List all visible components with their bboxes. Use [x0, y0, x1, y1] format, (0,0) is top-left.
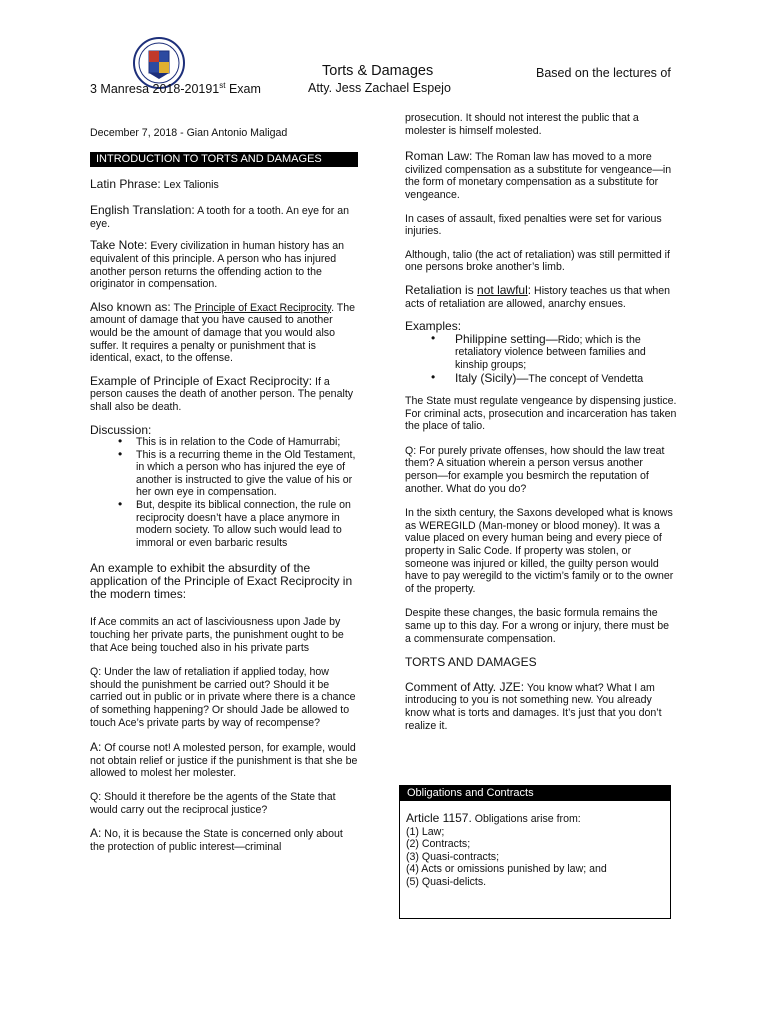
source-item: (3) Quasi-contracts;: [406, 850, 500, 863]
source-item: (4) Acts or omissions punished by law; and: [406, 863, 607, 876]
answer-1: A: Of course not! A molested person, for example, would not obtain relief or justice if the punishment is that she be allowed to molest her molester.: [90, 740, 358, 780]
article-1157: Article 1157. Obligations arise from:: [406, 811, 581, 825]
obligations-content: [406, 812, 661, 889]
list-item: • This is a recurring theme in the Old Testament, in which a person who has injured the eye of another is instructed to give the value of his or her own eye in compensation.: [136, 449, 358, 499]
list-item: • Italy (Sicily)—The concept of Vendetta: [455, 372, 677, 386]
left-column: [90, 127, 358, 853]
english-translation: English Translation: A tooth for a tooth. An eye for an eye.: [90, 203, 350, 230]
answer-2: A: No, it is because the State is concerned only about the protection of public interest—criminal: [90, 826, 343, 853]
example-principle: Example of Principle of Exact Reciprocity: If a person causes the death of another person. The penalty shall also be death.: [90, 373, 354, 413]
discussion-label: Discussion:: [90, 422, 152, 437]
also-known-as: Also known as: The Principle of Exact Reciprocity. The amount of damage that you have caused to another would be the amount of damage that you would also suffer. It requires a penalty or punishment that is identical, exact, to the offense.: [90, 299, 356, 365]
list-item: • Philippine setting—Rido; which is the retaliatory violence between families and kinship groups;: [455, 333, 677, 372]
source-item: (1) Law;: [406, 825, 445, 838]
absurdity-heading: An example to exhibit the absurdity of the application of the Principle of Exact Reciprocity in the modern times:: [90, 561, 353, 602]
section-bar-intro: INTRODUCTION TO TORTS AND DAMAGES: [90, 152, 358, 167]
lecturer-name: Atty. Jess Zachael Espejo: [308, 81, 451, 95]
continued-text: prosecution. It should not interest the public that a molester is himself molested.: [405, 112, 639, 137]
comment-atty: Comment of Atty. JZE: You know what? What I am introducing to you is not something new. You already know what is torts and damages. It’s just that you don’t realize it.: [405, 679, 662, 732]
examples-label: Examples:: [405, 319, 462, 334]
header-course-line: 3 Manresa 2018-20191st Exam: [90, 81, 261, 97]
source-item: (5) Quasi-delicts.: [406, 875, 487, 888]
latin-phrase: Latin Phrase: Lex Talionis: [90, 176, 219, 191]
ace-example: If Ace commits an act of lasciviousness upon Jade by touching her private parts, the punishment ought to be that Ace being touched also in his private parts: [90, 616, 344, 654]
talio-paragraph: Although, talio (the act of retaliation) was still permitted if one persons broke another’s limb.: [405, 248, 670, 274]
roman-law: Roman Law: The Roman law has moved to a more civilized compensation as a substitute for vengeance—in the form of monetary compensation as a substitute for vengeance.: [405, 149, 672, 201]
header-based-on: Based on the lectures of: [536, 66, 671, 80]
right-column: [405, 112, 677, 732]
saxons-paragraph: In the sixth century, the Saxons developed what is knows as WEREGILD (Man-money or blood money). It was a value placed on every human being and every piece of property in Salic Code. If property was stolen, or someone was injured or killed, the guilty person would have to pay weregild to the victim’s family or to the owner of the property.: [405, 507, 674, 595]
question-3: Q: For purely private offenses, how should the law treat them? A situation wherein a person versus another person—for example you besmirch the reputation of another. What do you do?: [405, 444, 665, 495]
obligations-box: [399, 785, 671, 919]
despite-paragraph: Despite these changes, the basic formula remains the same up to this day. For a wrong or injury, there must be a commensurate compensation.: [405, 607, 669, 645]
section-bar-obligations: Obligations and Contracts: [400, 786, 670, 801]
question-1: Q: Under the law of retaliation if applied today, how should the punishment be carried out? Should it be carried out in public or in private where there is a chance of something happening? Or should Jade be allowed to touch Ace’s private parts by way of recompense?: [90, 666, 356, 729]
examples-list: [405, 333, 677, 385]
document-title: Torts & Damages: [322, 63, 434, 79]
list-item: • But, despite its biblical connection, the rule on reciprocity doesn’t have a place anymore in modern society. To allow such would lead to immoral or even barbaric results: [136, 499, 358, 549]
list-item: • This is in relation to the Code of Hamurrabi;: [136, 436, 358, 449]
source-item: (2) Contracts;: [406, 838, 471, 851]
state-paragraph: The State must regulate vengeance by dispensing justice. For criminal acts, prosecution and incarceration has taken the place of talio.: [405, 395, 677, 433]
torts-damages-heading: TORTS AND DAMAGES: [405, 655, 537, 670]
discussion-list: [90, 436, 358, 549]
question-2: Q: Should it therefore be the agents of the State that would carry out the reciprocal justice?: [90, 790, 336, 816]
assault-paragraph: In cases of assault, fixed penalties were set for various injuries.: [405, 212, 662, 238]
retaliation-not-lawful: Retaliation is not lawful: History teaches us that when acts of retaliation are allowed, anarchy ensues.: [405, 282, 671, 310]
date-line: December 7, 2018 - Gian Antonio Maligad: [90, 127, 288, 139]
take-note: Take Note: Every civilization in human history has an equivalent of this principle. A person who has injured another person returns the offending action to the originator in compensation.: [90, 238, 345, 291]
